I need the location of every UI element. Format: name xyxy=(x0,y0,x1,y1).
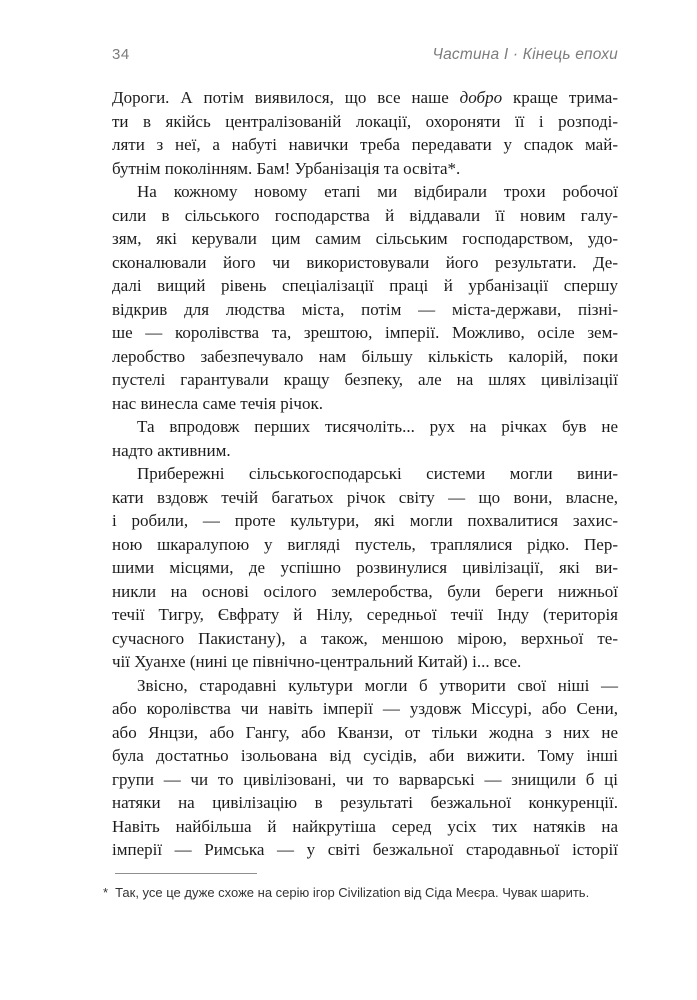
running-head: Частина I · Кінець епохи xyxy=(432,46,618,63)
text-line: кати вздовж течій багатьох річок світу — що вони, власне, xyxy=(112,487,618,507)
text-line: натяки на цивілізацію в результаті безжальної конкуренції. xyxy=(112,793,618,812)
text-line: никли на основі осілого землеробства, були береги нижньої xyxy=(112,581,618,601)
text-line: леробство забезпечувало нам більшу кількість калорій, поки xyxy=(112,346,618,366)
text-line: відкрив для людства міста, потім — міста-держави, пізні- xyxy=(112,299,618,319)
footnote xyxy=(103,884,615,901)
text-line: пустелі гарантували кращу безпеку, але на шлях цивілізації xyxy=(112,370,618,389)
text-line: бутнім поколінням. Бам! Урбанізація та освіта*. xyxy=(112,158,461,178)
text-line: сучасного Пакистану), а також, меншою мірою, верхньої те- xyxy=(112,628,618,648)
text-line: далі вищий рівень спеціалізації праці й урбанізації спершу xyxy=(112,276,618,295)
text-line: і робили, — проте культури, які могли похвалитися захис- xyxy=(112,511,618,530)
text-line: ляти з неї, а набуті навички треба передавати у спадок май- xyxy=(112,135,618,154)
text-line: шими місцями, де успішно розвинулися цивілізації, які ви- xyxy=(112,558,618,577)
page-number: 34 xyxy=(112,46,130,63)
text-line: Звісно, стародавні культури могли б утворити свої ніші — xyxy=(137,675,618,695)
text-line: зям, які керували цим самим сільським господарством, удо- xyxy=(112,229,618,248)
text-line: нас винесла саме течія річок. xyxy=(112,393,323,413)
text-line: групи — чи то цивілізовані, чи то варварські — знищили б ці xyxy=(112,769,618,789)
text-line: або Янцзи, або Гангу, або Кванзи, от тільки жодна з них не xyxy=(112,722,618,742)
body-text xyxy=(112,86,618,862)
footnote-marker: * xyxy=(103,885,109,900)
text-line: сконалювали його чи використовували його результати. Де- xyxy=(112,252,618,272)
text-line: Дороги. А потім виявилося, що все наше добро краще трима- xyxy=(112,88,618,107)
text-line: імперії — Римська — у світі безжальної стародавньої історії xyxy=(112,840,618,859)
text-line: Та впродовж перших тисячоліть... рух на річках був не xyxy=(137,417,618,436)
text-line: сили в сільського господарства й віддавали її новим галу- xyxy=(112,205,618,225)
text-line: Прибережні сільськогосподарські системи могли вини- xyxy=(137,464,618,483)
text-line: течії Тигру, Євфрату й Нілу, середньої течії Інду (територія xyxy=(112,605,618,624)
text-line: ше — королівства та, зрештою, імперії. Можливо, осіле зем- xyxy=(112,323,618,342)
text-line: надто активним. xyxy=(112,440,231,460)
text-line: ною шкаралупою у вигляді пустель, траплялися рідко. Пер- xyxy=(112,534,618,554)
text-line: На кожному новому етапі ми відбирали трохи робочої xyxy=(137,182,618,201)
text-line: Навіть найбільша й найкрутіша серед усіх тих натяків на xyxy=(112,816,618,836)
footnote-text: Так, усе це дуже схоже на серію ігор Civilization від Сіда Меєра. Чувак шарить. xyxy=(115,885,590,900)
text-line: ти в якійсь централізованій локації, охороняти її і розподі- xyxy=(112,111,618,131)
text-line: або королівства чи навіть імперії — уздовж Міссурі, або Сени, xyxy=(112,699,618,718)
page-header xyxy=(112,46,618,64)
text-line: була достатньо ізольована від сусідів, аби вижити. Тому інші xyxy=(112,746,618,765)
footnote-divider xyxy=(115,873,257,874)
text-line: чії Хуанхе (нині це північно-центральний Китай) і... все. xyxy=(112,652,522,671)
